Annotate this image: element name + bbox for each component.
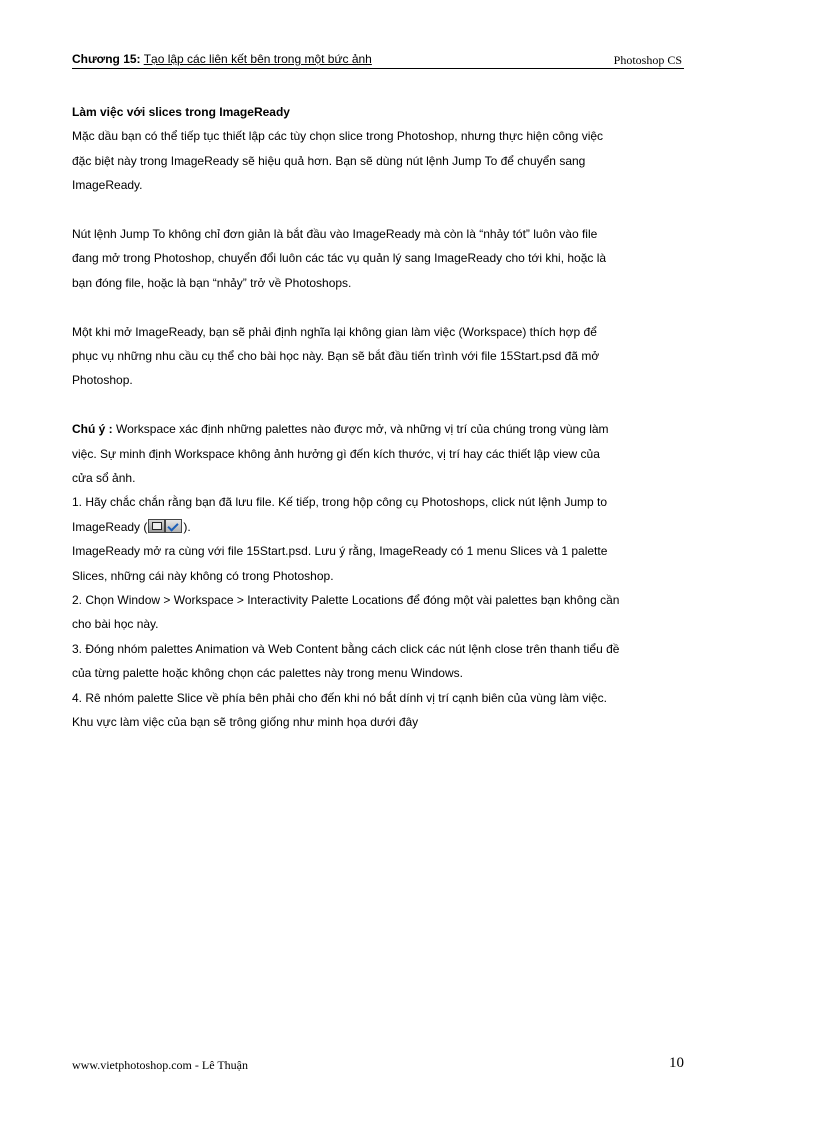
note-line — [72, 417, 692, 441]
page-header — [72, 52, 684, 69]
page-number: 10 — [669, 1055, 684, 1071]
paragraph-line: đặc biệt này trong ImageReady sẽ hiệu quả hơn. Bạn sẽ dùng nút lệnh Jump To để chuyển sang — [72, 153, 586, 168]
paragraph-gap — [72, 393, 692, 417]
footer-site: www.vietphotoshop.com - Lê Thuận — [72, 1058, 248, 1072]
step-line: ImageReady mở ra cùng với file 15Start.psd. Lưu ý rằng, ImageReady có 1 menu Slices và 1 palette — [72, 544, 608, 559]
paragraph-line: Một khi mở ImageReady, bạn sẽ phải định nghĩa lại không gian làm việc (Workspace) thích hợp để — [72, 324, 597, 339]
imageready-check-icon — [165, 519, 182, 533]
paragraph-line: Photoshop. — [72, 373, 133, 388]
step-line: Slices, những cái này không có trong Photoshop. — [72, 568, 334, 583]
photoshop-tool-icon — [148, 519, 165, 533]
chapter-title: Tạo lập các liên kết bên trong một bức ảnh — [143, 52, 372, 66]
step-text: ImageReady ( — [72, 519, 148, 534]
paragraph-line: Mặc dầu bạn có thể tiếp tục thiết lập các tùy chọn slice trong Photoshop, nhưng thực hiện công việc — [72, 129, 604, 144]
page-body — [72, 100, 692, 735]
paragraph-line: Nút lệnh Jump To không chỉ đơn giản là bắt đầu vào ImageReady mà còn là “nhảy tót” luôn vào file — [72, 227, 598, 242]
step-line: cho bài học này. — [72, 617, 159, 632]
chapter-label: Chương 15: — [72, 52, 141, 66]
paragraph-gap — [72, 198, 692, 222]
section-heading: Làm việc với slices trong ImageReady — [72, 105, 290, 119]
jump-to-imageready-icon — [148, 517, 182, 533]
step-line: Khu vực làm việc của bạn sẽ trông giống như minh họa dưới đây — [72, 715, 419, 730]
note-label: Chú ý : — [72, 422, 113, 437]
step-text: ). — [183, 519, 191, 534]
paragraph-line: bạn đóng file, hoặc là bạn “nhảy” trở về Photoshops. — [72, 275, 352, 290]
note-text: Workspace xác định những palettes nào được mở, và những vị trí của chúng trong vùng làm — [112, 422, 609, 437]
note-line: cửa sổ ảnh. — [72, 471, 136, 486]
paragraph-line: đang mở trong Photoshop, chuyển đổi luôn các tác vụ quản lý sang ImageReady cho tới khi, hoặc là — [72, 251, 607, 266]
note-line: việc. Sự minh định Workspace không ảnh hưởng gì đến kích thước, vị trí hay các thiết lập view của — [72, 446, 600, 461]
paragraph-gap — [72, 295, 692, 319]
step-line: 3. Đóng nhóm palettes Animation và Web Content bằng cách click các nút lệnh close trên thanh tiểu đề — [72, 641, 620, 656]
step-line: của từng palette hoặc không chọn các palettes này trong menu Windows. — [72, 666, 463, 681]
paragraph-line: phục vụ những nhu cầu cụ thể cho bài học này. Bạn sẽ bắt đầu tiến trình với file 15Start.psd đã mở — [72, 349, 600, 364]
app-name: Photoshop CS — [613, 53, 682, 67]
step-line — [72, 515, 692, 539]
step-line: 1. Hãy chắc chắn rằng bạn đã lưu file. Kế tiếp, trong hộp công cụ Photoshops, click nút lệnh Jump to — [72, 495, 608, 510]
step-line: 2. Chọn Window > Workspace > Interactivity Palette Locations để đóng một vài palettes bạn không cần — [72, 593, 620, 608]
paragraph-line: ImageReady. — [72, 178, 143, 193]
step-line: 4. Rê nhóm palette Slice về phía bên phải cho đến khi nó bắt dính vị trí cạnh biên của vùng làm việc. — [72, 690, 608, 705]
